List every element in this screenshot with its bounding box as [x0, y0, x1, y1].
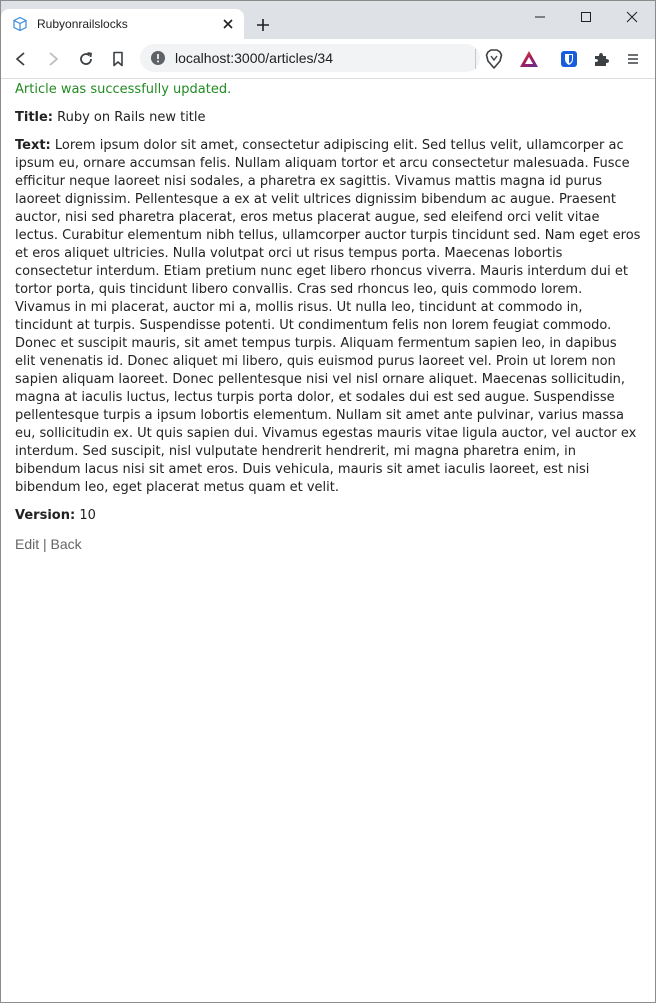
toolbar-divider [475, 49, 476, 69]
triangle-icon[interactable] [518, 48, 540, 70]
browser-tab[interactable] [1, 9, 244, 39]
reload-icon[interactable] [75, 48, 97, 70]
forward-arrow-icon[interactable] [42, 48, 64, 70]
link-separator: | [43, 536, 47, 552]
text-field [15, 137, 641, 497]
back-arrow-icon[interactable] [10, 48, 32, 70]
version-label: Version: [15, 508, 76, 523]
maximize-icon[interactable] [563, 1, 608, 33]
shield-icon[interactable] [558, 48, 580, 70]
text-value: Lorem ipsum dolor sit amet, consectetur adipiscing elit. Sed tellus velit, ullamcorper ac ipsum eu, ornare accumsan felis. Nullam aliquam tortor et arcu consectetur malesuada. Fusce efficitur neque laoreet nisi sodales, a pharetra ex sagittis. Vivamus mattis magna id purus laoreet dignissim. Pellentesque a ex at velit ultrices dignissim bibendum ac augue. Praesent auctor, nisi sed pharetra placerat, eros metus placerat augue, sed eleifend orci velit vitae lectus. Curabitur elementum nibh tellus, ullamcorper auctor turpis tincidunt sed. Nam eget eros et eros aliquet ultricies. Nulla volutpat orci ut risus tempus porta. Maecenas lobortis consectetur interdum. Etiam pretium nunc eget libero rhoncus viverra. Mauris interdum dui et tortor porta, quis tincidunt libero convallis. Cras sed rhoncus leo, quis commodo lorem. Vivamus in mi placerat, auctor mi a, mollis risus. Ut nulla leo, tincidunt at commodo in, tincidunt at turpis. Suspendisse potenti. Ut condimentum felis non lorem feugiat commodo. Donec et suscipit mauris, sit amet tempus turpis. Aliquam fermentum sapien leo, in dapibus elit venenatis id. Donec aliquet mi libero, quis euismod purus laoreet vel. Proin ut lorem non sapien aliquam laoreet. Donec pellentesque nisi vel nisl ornare aliquet. Maecenas sollicitudin, magna at iaculis luctus, lectus turpis porta dolor, et sodales dui est sed augue. Suspendisse pellentesque turpis a ipsum lobortis elementum. Nullam sit amet ante pulvinar, varius massa eu, sollicitudin ex. Ut quis sapien dui. Vivamus egestas mauris vitae ligula auctor, vel auctor ex interdum. Sed suscipit, nisl vulputate hendrerit hendrerit, mi magna pharetra enim, in bibendum lacus nisi sit amet eros. Duis vehicula, mauris sit amet iaculis laoreet, est nisi bibendum leo, eget placerat metus quam et velit. [15, 138, 641, 495]
address-bar[interactable] [140, 44, 480, 72]
action-links [15, 535, 641, 553]
close-icon[interactable] [609, 1, 654, 33]
brave-shield-icon[interactable] [483, 48, 505, 70]
title-field [15, 109, 641, 127]
plus-icon[interactable] [254, 16, 272, 34]
edit-link[interactable]: Edit [15, 536, 40, 552]
browser-toolbar [1, 39, 655, 79]
info-icon[interactable] [150, 50, 166, 66]
close-icon[interactable] [220, 16, 236, 32]
bookmark-icon[interactable] [107, 48, 129, 70]
page-content [1, 81, 655, 553]
url-text: localhost:3000/articles/34 [175, 50, 333, 66]
flash-notice: Article was successfully updated. [15, 82, 232, 97]
puzzle-icon[interactable] [590, 48, 612, 70]
title-value: Ruby on Rails new title [57, 110, 206, 125]
version-value: 10 [79, 508, 96, 523]
version-field [15, 507, 641, 525]
title-label: Title: [15, 110, 54, 125]
tab-title: Rubyonrailslocks [37, 17, 128, 31]
tab-strip [1, 1, 655, 39]
cube-icon [12, 16, 28, 32]
menu-icon[interactable] [622, 48, 644, 70]
minimize-icon[interactable] [517, 1, 562, 33]
text-label: Text: [15, 138, 51, 153]
back-link[interactable]: Back [50, 536, 82, 552]
